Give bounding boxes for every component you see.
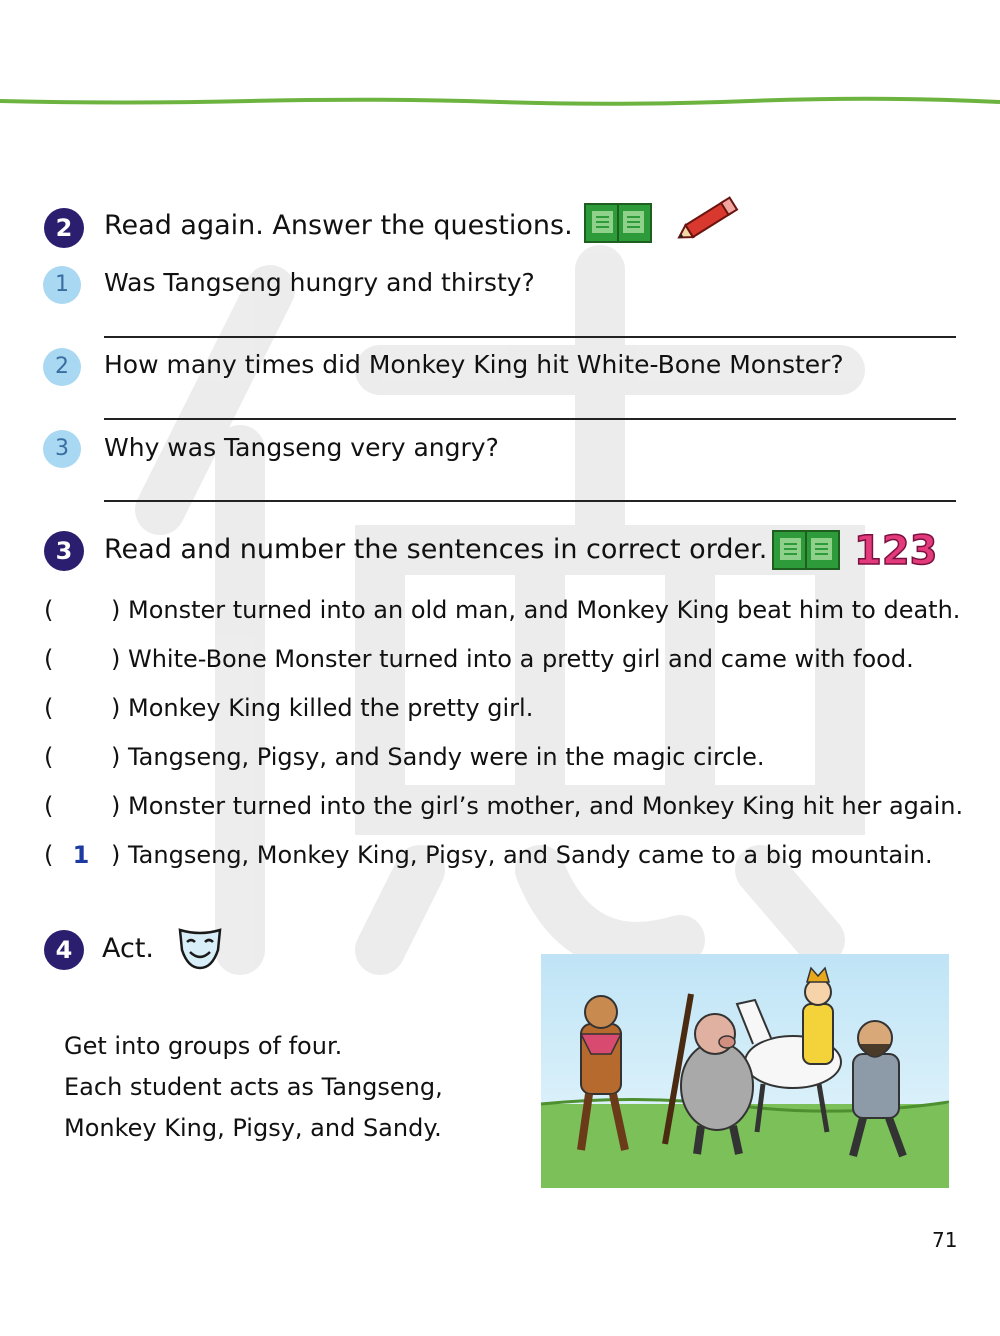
paren-open: ( [44, 596, 54, 624]
question-3-badge: 3 [43, 430, 81, 468]
answer-line-1[interactable] [104, 336, 956, 338]
act-line-3: Monkey King, Pigsy, and Sandy. [64, 1114, 442, 1142]
numbers-icon [852, 524, 938, 574]
section-2-badge: 2 [44, 208, 84, 248]
question-2-badge: 2 [43, 348, 81, 386]
paren-open: ( [44, 743, 54, 771]
smiley-mask-icon [176, 924, 224, 970]
sentence-3: ) Monkey King killed the pretty girl. [111, 694, 534, 722]
act-line-2: Each student acts as Tangseng, [64, 1073, 443, 1101]
sentence-1: ) Monster turned into an old man, and Monkey King beat him to death. [111, 596, 961, 624]
section-4-badge: 4 [44, 930, 84, 970]
paren-open: ( [44, 792, 54, 820]
act-instructions [64, 1026, 443, 1149]
section-3-heading: Read and number the sentences in correct order. [104, 534, 768, 565]
question-3-text: Why was Tangseng very angry? [104, 433, 499, 462]
sentence-5: ) Monster turned into the girl’s mother, and Monkey King hit her again. [111, 792, 964, 820]
question-1-text: Was Tangseng hungry and thirsty? [104, 268, 535, 297]
order-answer-6[interactable]: 1 [72, 841, 90, 869]
question-2-text: How many times did Monkey King hit White-Bone Monster? [104, 350, 844, 379]
sentence-4: ) Tangseng, Pigsy, and Sandy were in the magic circle. [111, 743, 765, 771]
top-green-rule [0, 98, 1000, 106]
paren-open: ( [44, 645, 54, 673]
section-2-heading: Read again. Answer the questions. [104, 210, 573, 241]
section-4-heading: Act. [102, 933, 155, 964]
paren-open: ( [44, 841, 54, 869]
act-line-1: Get into groups of four. [64, 1032, 343, 1060]
sentence-6: ) Tangseng, Monkey King, Pigsy, and Sandy came to a big mountain. [111, 841, 933, 869]
section-3-badge: 3 [44, 531, 84, 571]
question-1-badge: 1 [43, 266, 81, 304]
book-icon [584, 203, 652, 243]
illustration-icon [541, 954, 949, 1188]
sentence-2: ) White-Bone Monster turned into a pretty girl and came with food. [111, 645, 914, 673]
pencil-icon [672, 198, 742, 242]
answer-line-2[interactable] [104, 418, 956, 420]
numbers-icon-text: 123 [854, 528, 938, 574]
page-number: 71 [932, 1228, 958, 1252]
book-icon [772, 530, 840, 570]
paren-open: ( [44, 694, 54, 722]
answer-line-3[interactable] [104, 500, 956, 502]
